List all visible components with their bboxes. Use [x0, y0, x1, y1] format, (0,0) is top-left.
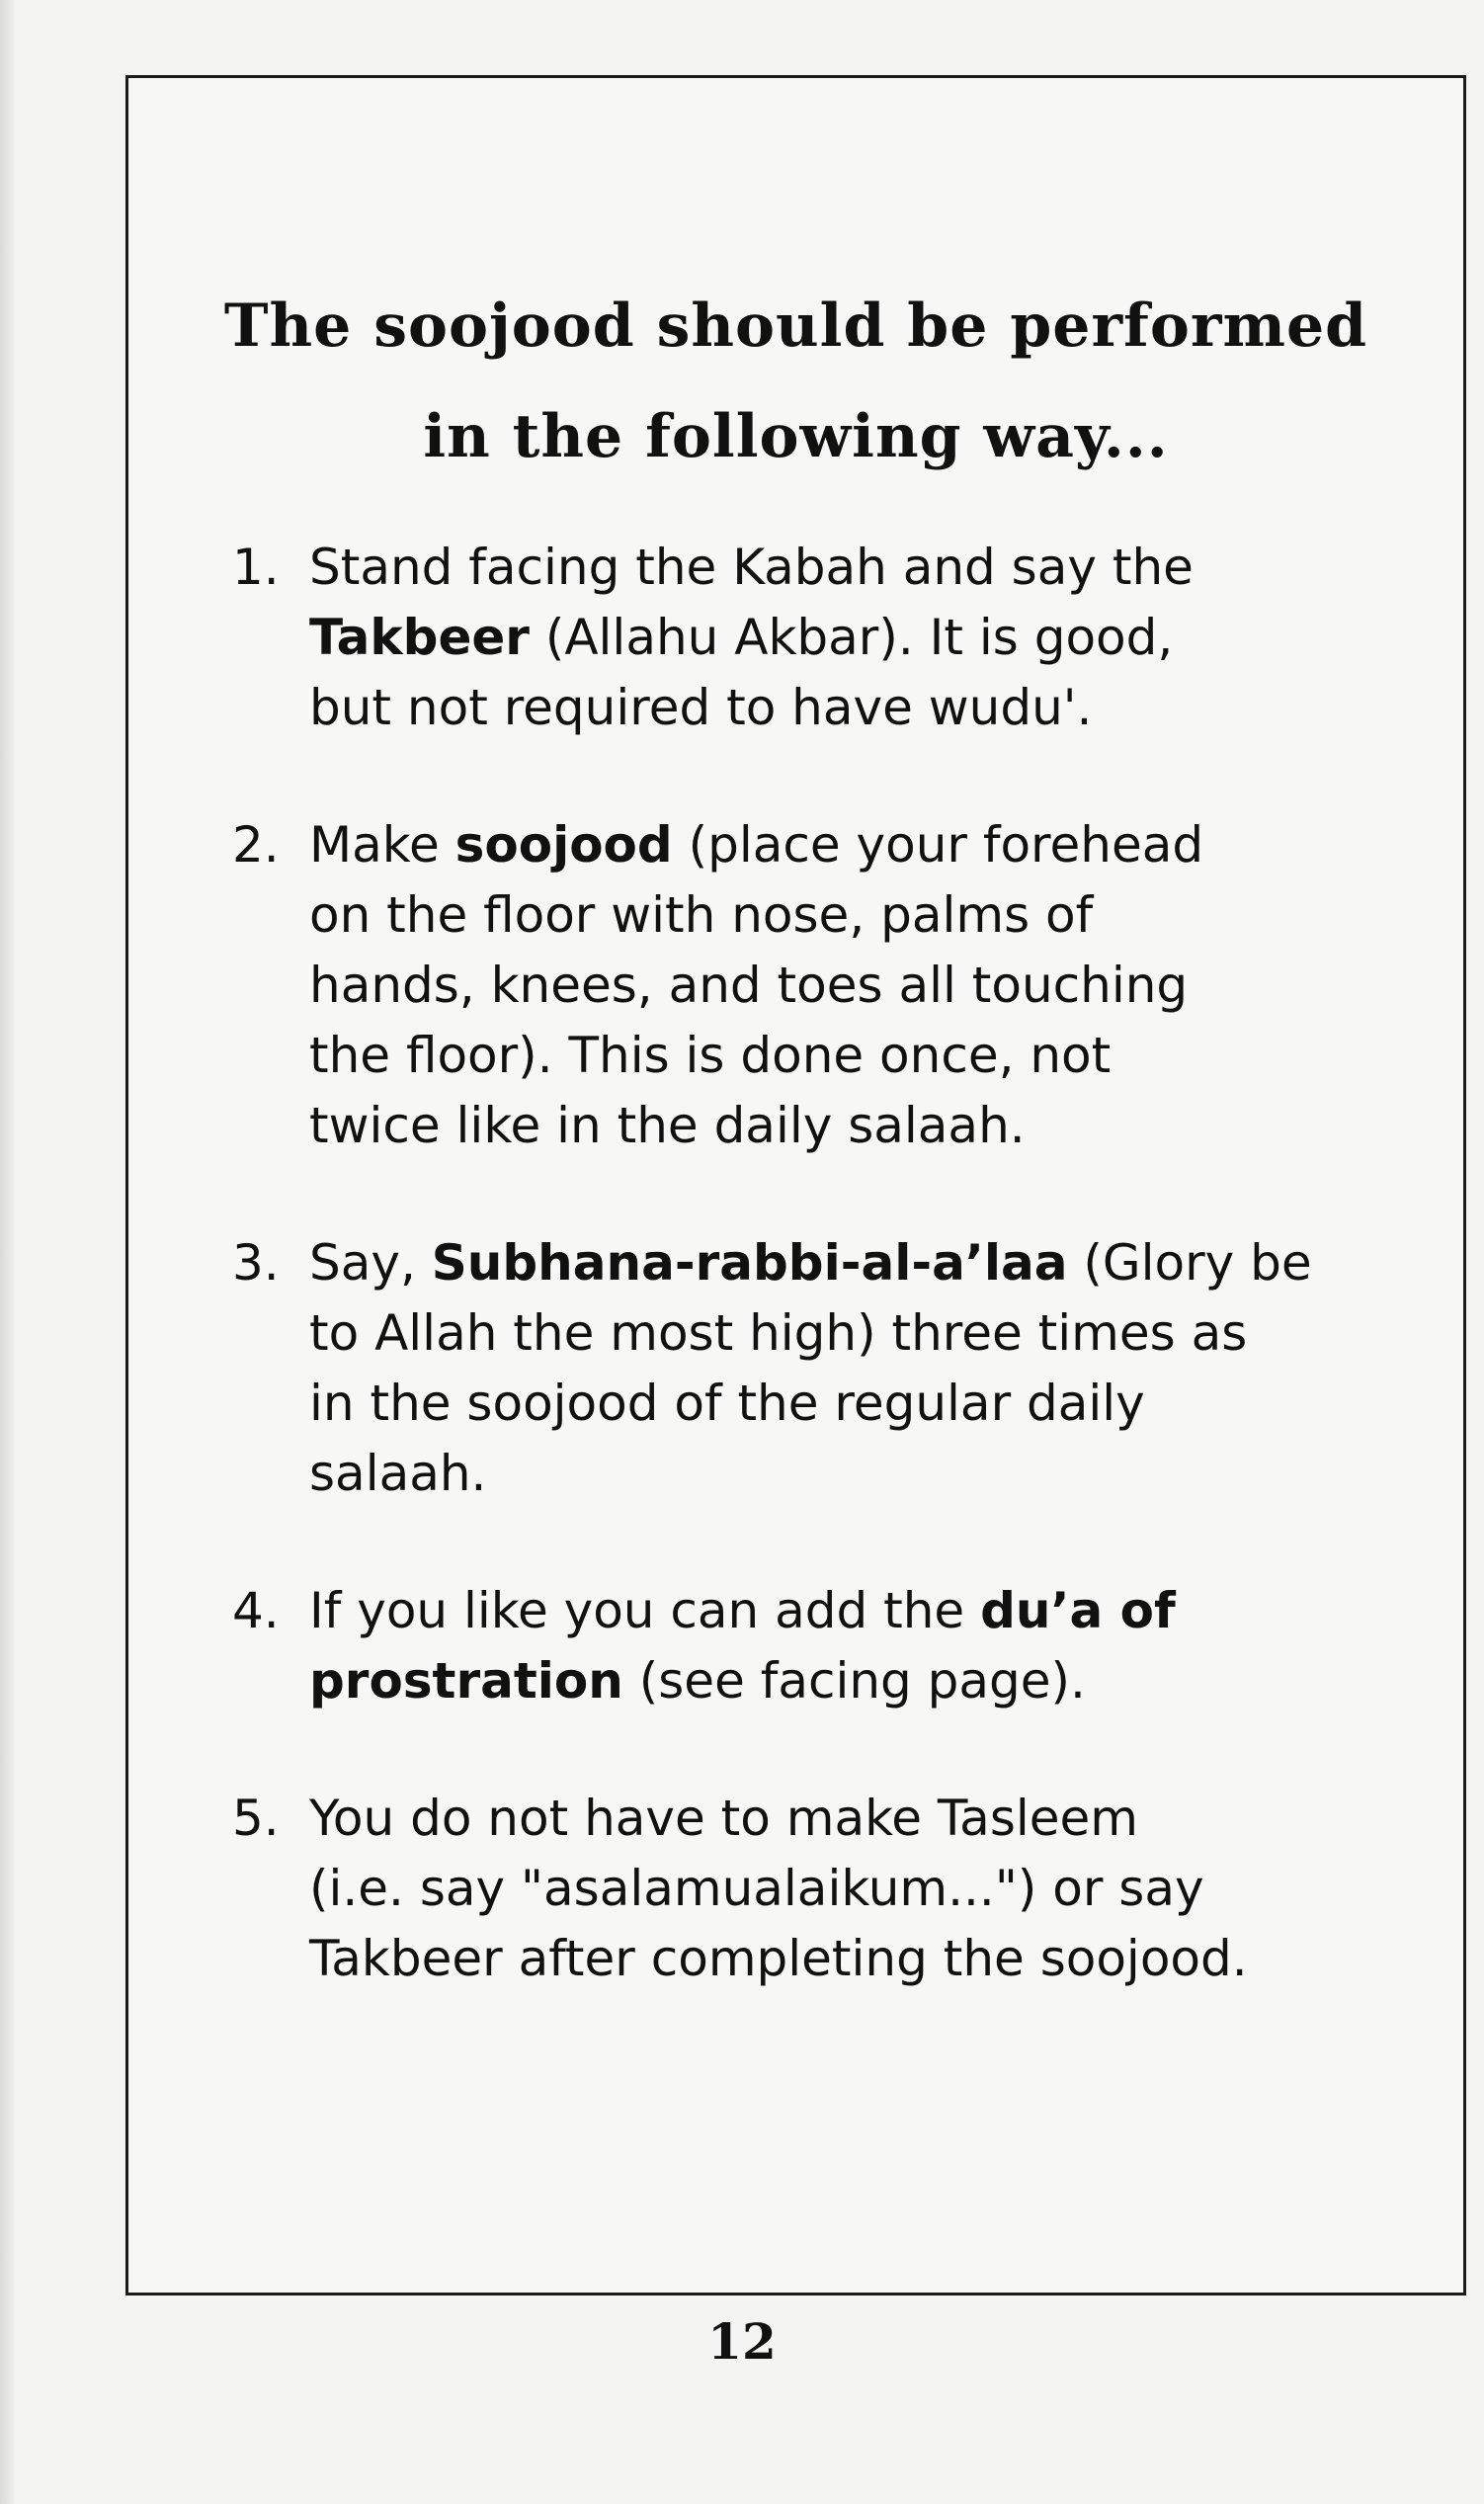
list-item [232, 1576, 1438, 1716]
list-item [232, 1784, 1438, 1994]
page-edge [0, 0, 14, 2504]
list-item [232, 810, 1438, 1161]
step-number: 5. [232, 1790, 280, 1847]
step-text-bold: Subhana-rabbi-al-a’laa [431, 1234, 1068, 1292]
step-text-bold: soojood [454, 816, 673, 874]
step-text-run: (see facing page). [622, 1652, 1086, 1710]
step-text-run: Make [309, 816, 455, 874]
page-number: 12 [707, 2312, 777, 2371]
step-text-run: Stand facing the Kabah and say the [309, 539, 1194, 596]
content-frame [125, 75, 1466, 2295]
step-text [309, 1228, 1312, 1509]
step-text-bold: du’a of prostration [309, 1582, 1176, 1710]
step-number: 2. [232, 816, 280, 874]
step-text-run: (Allahu Akbar). It is good, but not required to have wudu'. [309, 609, 1174, 736]
step-text-run: If you like you can add the [309, 1582, 981, 1639]
step-text [309, 810, 1203, 1161]
step-text [309, 1784, 1248, 1994]
step-text-run: Say, [309, 1234, 432, 1292]
list-item [232, 533, 1438, 743]
step-text [309, 1576, 1176, 1716]
heading-line-1: The soojood should be performed [223, 292, 1368, 361]
steps-list [232, 533, 1438, 2061]
step-text-bold: Takbeer [309, 609, 530, 666]
step-text-run: (place your forehead on the floor with nose, palms of hands, knees, and toes all touching the floor). This is done once, not twice like in the daily salaah. [309, 816, 1204, 1154]
step-text-run: You do not have to make Tasleem (i.e. say "asalamualaikum...") or say Takbeer after completing the soojood. [309, 1790, 1248, 1987]
step-number: 4. [232, 1582, 280, 1639]
heading-line-2: in the following way... [423, 402, 1169, 471]
page-heading [128, 271, 1463, 492]
step-text-run: (Glory be to Allah the most high) three times as in the soojood of the regular daily salaah. [309, 1234, 1312, 1502]
step-text [309, 533, 1194, 743]
list-item [232, 1228, 1438, 1509]
step-number: 1. [232, 539, 280, 596]
step-number: 3. [232, 1234, 280, 1292]
